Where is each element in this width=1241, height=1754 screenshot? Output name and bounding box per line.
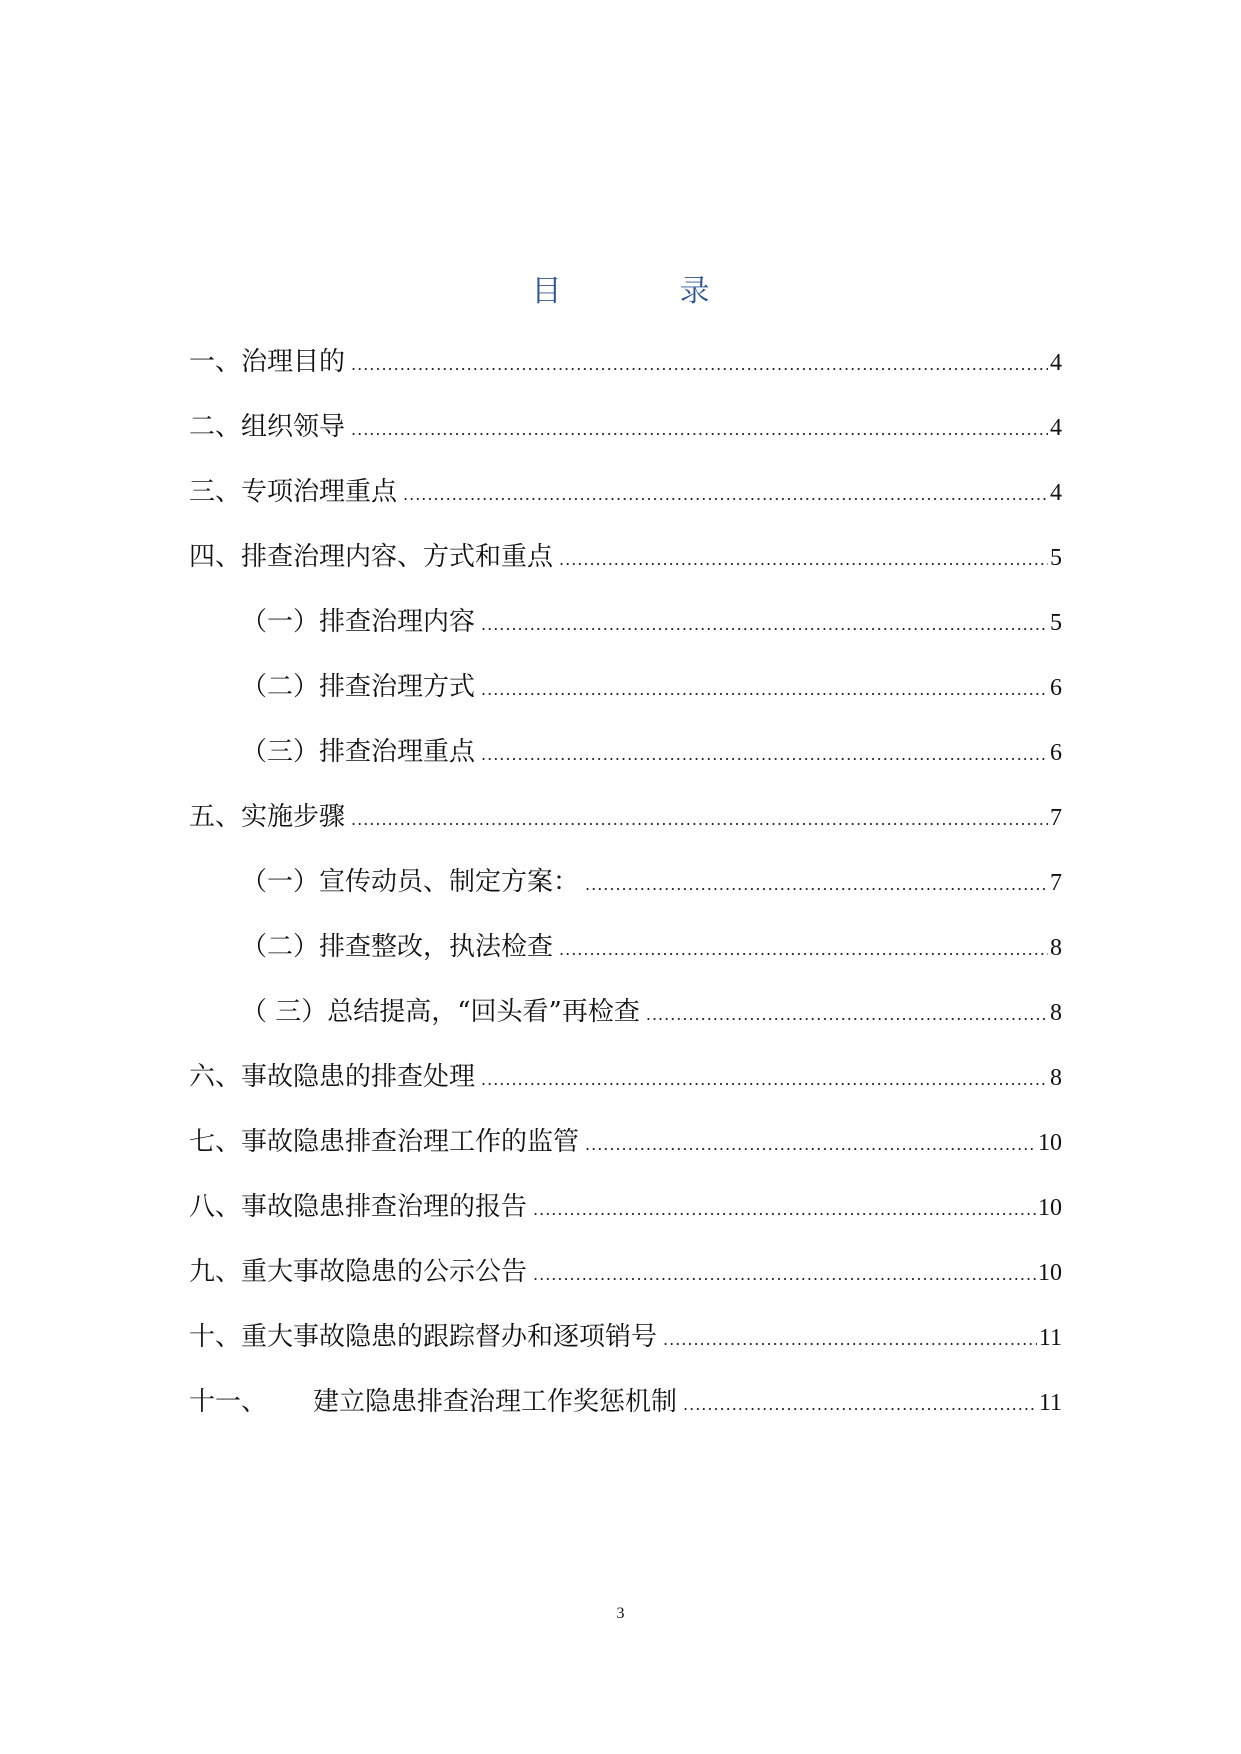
toc-entry-4-2[interactable] xyxy=(189,670,1062,735)
page-number: 3 xyxy=(616,1605,625,1622)
toc-entry-text: （二）排查治理方式 xyxy=(241,672,476,702)
toc-entry-number: 十一、 xyxy=(189,1387,268,1417)
toc-entry-1[interactable] xyxy=(189,345,1062,410)
toc-entry-page: 5 xyxy=(1050,545,1062,571)
dot-leader xyxy=(351,803,1048,837)
toc-entry-page: 11 xyxy=(1038,1325,1062,1351)
toc-entry-text: 二、组织领导 xyxy=(189,412,346,442)
toc-entry-heading: 建立隐患排查治理工作奖惩机制 xyxy=(313,1387,678,1417)
dot-leader xyxy=(646,998,1048,1032)
dot-leader xyxy=(481,738,1048,772)
toc-entry-page: 4 xyxy=(1050,480,1062,506)
toc-entry-page: 8 xyxy=(1050,1065,1062,1091)
toc-entry-4-1[interactable] xyxy=(189,605,1062,670)
toc-entry-text: 六、事故隐患的排查处理 xyxy=(189,1062,476,1092)
dot-leader xyxy=(585,1128,1036,1162)
toc-entry-text: （ 三）总结提高，“回头看”再检查 xyxy=(241,997,640,1027)
toc-entry-5-3[interactable] xyxy=(189,995,1062,1060)
table-of-contents xyxy=(189,345,1062,1450)
toc-entry-text: （二）排查整改，执法检查 xyxy=(241,932,554,962)
toc-entry-text: 四、排查治理内容、方式和重点 xyxy=(189,542,554,572)
dot-leader xyxy=(533,1258,1036,1292)
toc-entry-page: 11 xyxy=(1038,1390,1062,1416)
toc-entry-text: 一、治理目的 xyxy=(189,347,346,377)
dot-leader xyxy=(403,478,1048,512)
dot-leader xyxy=(533,1193,1036,1227)
toc-entry-text: （一）排查治理内容 xyxy=(241,607,476,637)
toc-entry-4[interactable] xyxy=(189,540,1062,605)
toc-entry-2[interactable] xyxy=(189,410,1062,475)
toc-entry-5-2[interactable] xyxy=(189,930,1062,995)
dot-leader xyxy=(559,933,1048,967)
toc-entry-text xyxy=(189,1385,677,1419)
dot-leader xyxy=(559,543,1048,577)
dot-leader xyxy=(585,868,1048,902)
toc-entry-text: 十、重大事故隐患的跟踪督办和逐项销号 xyxy=(189,1322,658,1352)
toc-entry-6[interactable] xyxy=(189,1060,1062,1125)
toc-entry-page: 7 xyxy=(1050,870,1062,896)
toc-entry-text: 三、专项治理重点 xyxy=(189,477,398,507)
toc-entry-9[interactable] xyxy=(189,1255,1062,1320)
toc-entry-page: 4 xyxy=(1050,415,1062,441)
toc-entry-text: 五、实施步骤 xyxy=(189,802,346,832)
dot-leader xyxy=(683,1388,1037,1422)
toc-entry-text: （三）排查治理重点 xyxy=(241,737,476,767)
toc-entry-page: 4 xyxy=(1050,350,1062,376)
toc-entry-page: 10 xyxy=(1038,1130,1062,1156)
toc-entry-11[interactable] xyxy=(189,1385,1062,1450)
dot-leader xyxy=(481,673,1048,707)
toc-entry-3[interactable] xyxy=(189,475,1062,540)
toc-entry-page: 6 xyxy=(1050,740,1062,766)
toc-entry-page: 10 xyxy=(1038,1260,1062,1286)
toc-entry-text: 九、重大事故隐患的公示公告 xyxy=(189,1257,528,1287)
dot-leader xyxy=(481,608,1048,642)
toc-entry-7[interactable] xyxy=(189,1125,1062,1190)
dot-leader xyxy=(663,1323,1037,1357)
dot-leader xyxy=(351,348,1048,382)
toc-entry-text: （一）宣传动员、制定方案： xyxy=(241,867,580,897)
toc-entry-4-3[interactable] xyxy=(189,735,1062,800)
dot-leader xyxy=(351,413,1048,447)
toc-entry-page: 5 xyxy=(1050,610,1062,636)
toc-entry-8[interactable] xyxy=(189,1190,1062,1255)
toc-entry-page: 7 xyxy=(1050,805,1062,831)
toc-entry-page: 10 xyxy=(1038,1195,1062,1221)
toc-entry-5[interactable] xyxy=(189,800,1062,865)
toc-title: 目 录 xyxy=(531,274,754,309)
toc-entry-text: 七、事故隐患排查治理工作的监管 xyxy=(189,1127,580,1157)
dot-leader xyxy=(481,1063,1048,1097)
toc-entry-5-1[interactable] xyxy=(189,865,1062,930)
toc-entry-page: 8 xyxy=(1050,935,1062,961)
toc-entry-10[interactable] xyxy=(189,1320,1062,1385)
toc-entry-page: 8 xyxy=(1050,1000,1062,1026)
toc-entry-text: 八、事故隐患排查治理的报告 xyxy=(189,1192,528,1222)
toc-entry-page: 6 xyxy=(1050,675,1062,701)
